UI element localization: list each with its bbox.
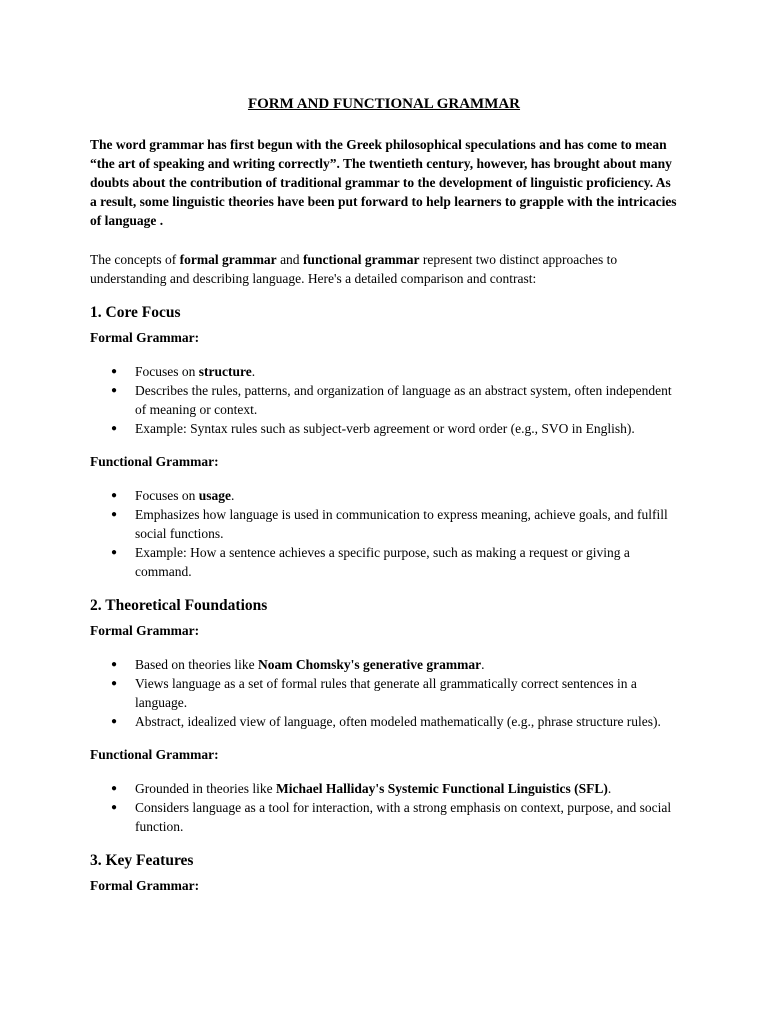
list-item-text-end: . [251, 364, 256, 379]
list-item [90, 674, 678, 712]
section-number: 3. [90, 852, 102, 869]
subheading-formal-grammar: Formal Grammar: [90, 330, 200, 345]
list-item-text: Grounded in theories like [135, 781, 276, 796]
list-item [90, 362, 678, 381]
section-number: 1. [90, 304, 102, 321]
list-item [90, 486, 678, 505]
bullet-icon: ● [111, 716, 118, 727]
list-item-bold: structure [198, 364, 252, 379]
list-item [90, 505, 678, 543]
list-item [90, 779, 678, 798]
list-item-text-end: . [481, 657, 485, 672]
bullet-list [90, 655, 678, 731]
term-functional-grammar: functional grammar [302, 252, 420, 267]
subheading-functional-grammar: Functional Grammar: [90, 454, 219, 469]
subheading-formal-grammar: Formal Grammar: [90, 878, 200, 893]
term-formal-grammar: formal grammar [179, 252, 277, 267]
list-item-text: Example: How a sentence achieves a specific purpose, such as making a request or giving a command. [135, 545, 630, 579]
bullet-icon: ● [111, 678, 118, 689]
bullet-icon: ● [111, 547, 118, 558]
list-item-text: Views language as a set of formal rules that generate all grammatically correct sentences in a language. [135, 676, 637, 710]
concepts-text-post: represent two distinct approaches to understanding and describing language. Here's a detailed comparison and contrast: [90, 252, 618, 286]
list-item-bold: usage [198, 488, 232, 503]
list-item [90, 655, 678, 674]
bullet-icon: ● [111, 366, 118, 377]
bullet-icon: ● [111, 783, 118, 794]
concepts-text-pre: The concepts of [90, 252, 180, 267]
subheading-functional-grammar: Functional Grammar: [90, 747, 219, 762]
intro-paragraph: The word grammar has first begun with the Greek philosophical speculations and has come to mean “the art of speaking and writing correctly”. The twentieth century, however, has brought about many doubts about the contribution of traditional grammar to the development of linguistic proficiency. As a result, some linguistic theories have been put forward to help learners to grapple with the intricacies of language . [90, 137, 677, 228]
list-item-bold: Noam Chomsky's generative grammar [257, 657, 482, 672]
list-item-text: Abstract, idealized view of language, often modeled mathematically (e.g., phrase structure rules). [135, 714, 661, 729]
bullet-list [90, 362, 678, 438]
section-number: 2. [90, 597, 102, 614]
bullet-list [90, 486, 678, 581]
section-title: Key Features [105, 852, 194, 869]
bullet-icon: ● [111, 659, 118, 670]
section-heading-theoretical-foundations [90, 595, 678, 617]
subheading-formal-grammar: Formal Grammar: [90, 623, 200, 638]
section-heading-key-features [90, 850, 678, 872]
list-item [90, 798, 678, 836]
list-item [90, 419, 678, 438]
section-title: Core Focus [105, 304, 181, 321]
concepts-text-mid: and [276, 252, 303, 267]
bullet-list [90, 779, 678, 836]
list-item-text: Describes the rules, patterns, and organization of language as an abstract system, often independent of meaning or context. [135, 383, 672, 417]
document-title: FORM AND FUNCTIONAL GRAMMAR [247, 96, 521, 112]
concepts-paragraph [90, 250, 678, 288]
list-item [90, 543, 678, 581]
bullet-icon: ● [111, 385, 118, 396]
list-item-text: Focuses on [135, 488, 199, 503]
list-item-text: Focuses on [135, 364, 199, 379]
section-heading-core-focus [90, 302, 678, 324]
list-item-text-end: . [607, 781, 612, 796]
list-item-text: Considers language as a tool for interaction, with a strong emphasis on context, purpose, and social function. [135, 800, 672, 834]
list-item [90, 381, 678, 419]
bullet-icon: ● [111, 802, 118, 813]
bullet-icon: ● [111, 490, 118, 501]
list-item-bold: Michael Halliday's Systemic Functional Linguistics (SFL) [275, 781, 608, 796]
bullet-icon: ● [111, 423, 118, 434]
list-item [90, 712, 678, 731]
bullet-icon: ● [111, 509, 118, 520]
list-item-text: Example: Syntax rules such as subject-verb agreement or word order (e.g., SVO in English). [135, 421, 635, 436]
list-item-text-end: . [231, 488, 235, 503]
list-item-text: Based on theories like [135, 657, 258, 672]
list-item-text: Emphasizes how language is used in communication to express meaning, achieve goals, and fulfill social functions. [135, 507, 668, 541]
section-title: Theoretical Foundations [105, 597, 268, 614]
